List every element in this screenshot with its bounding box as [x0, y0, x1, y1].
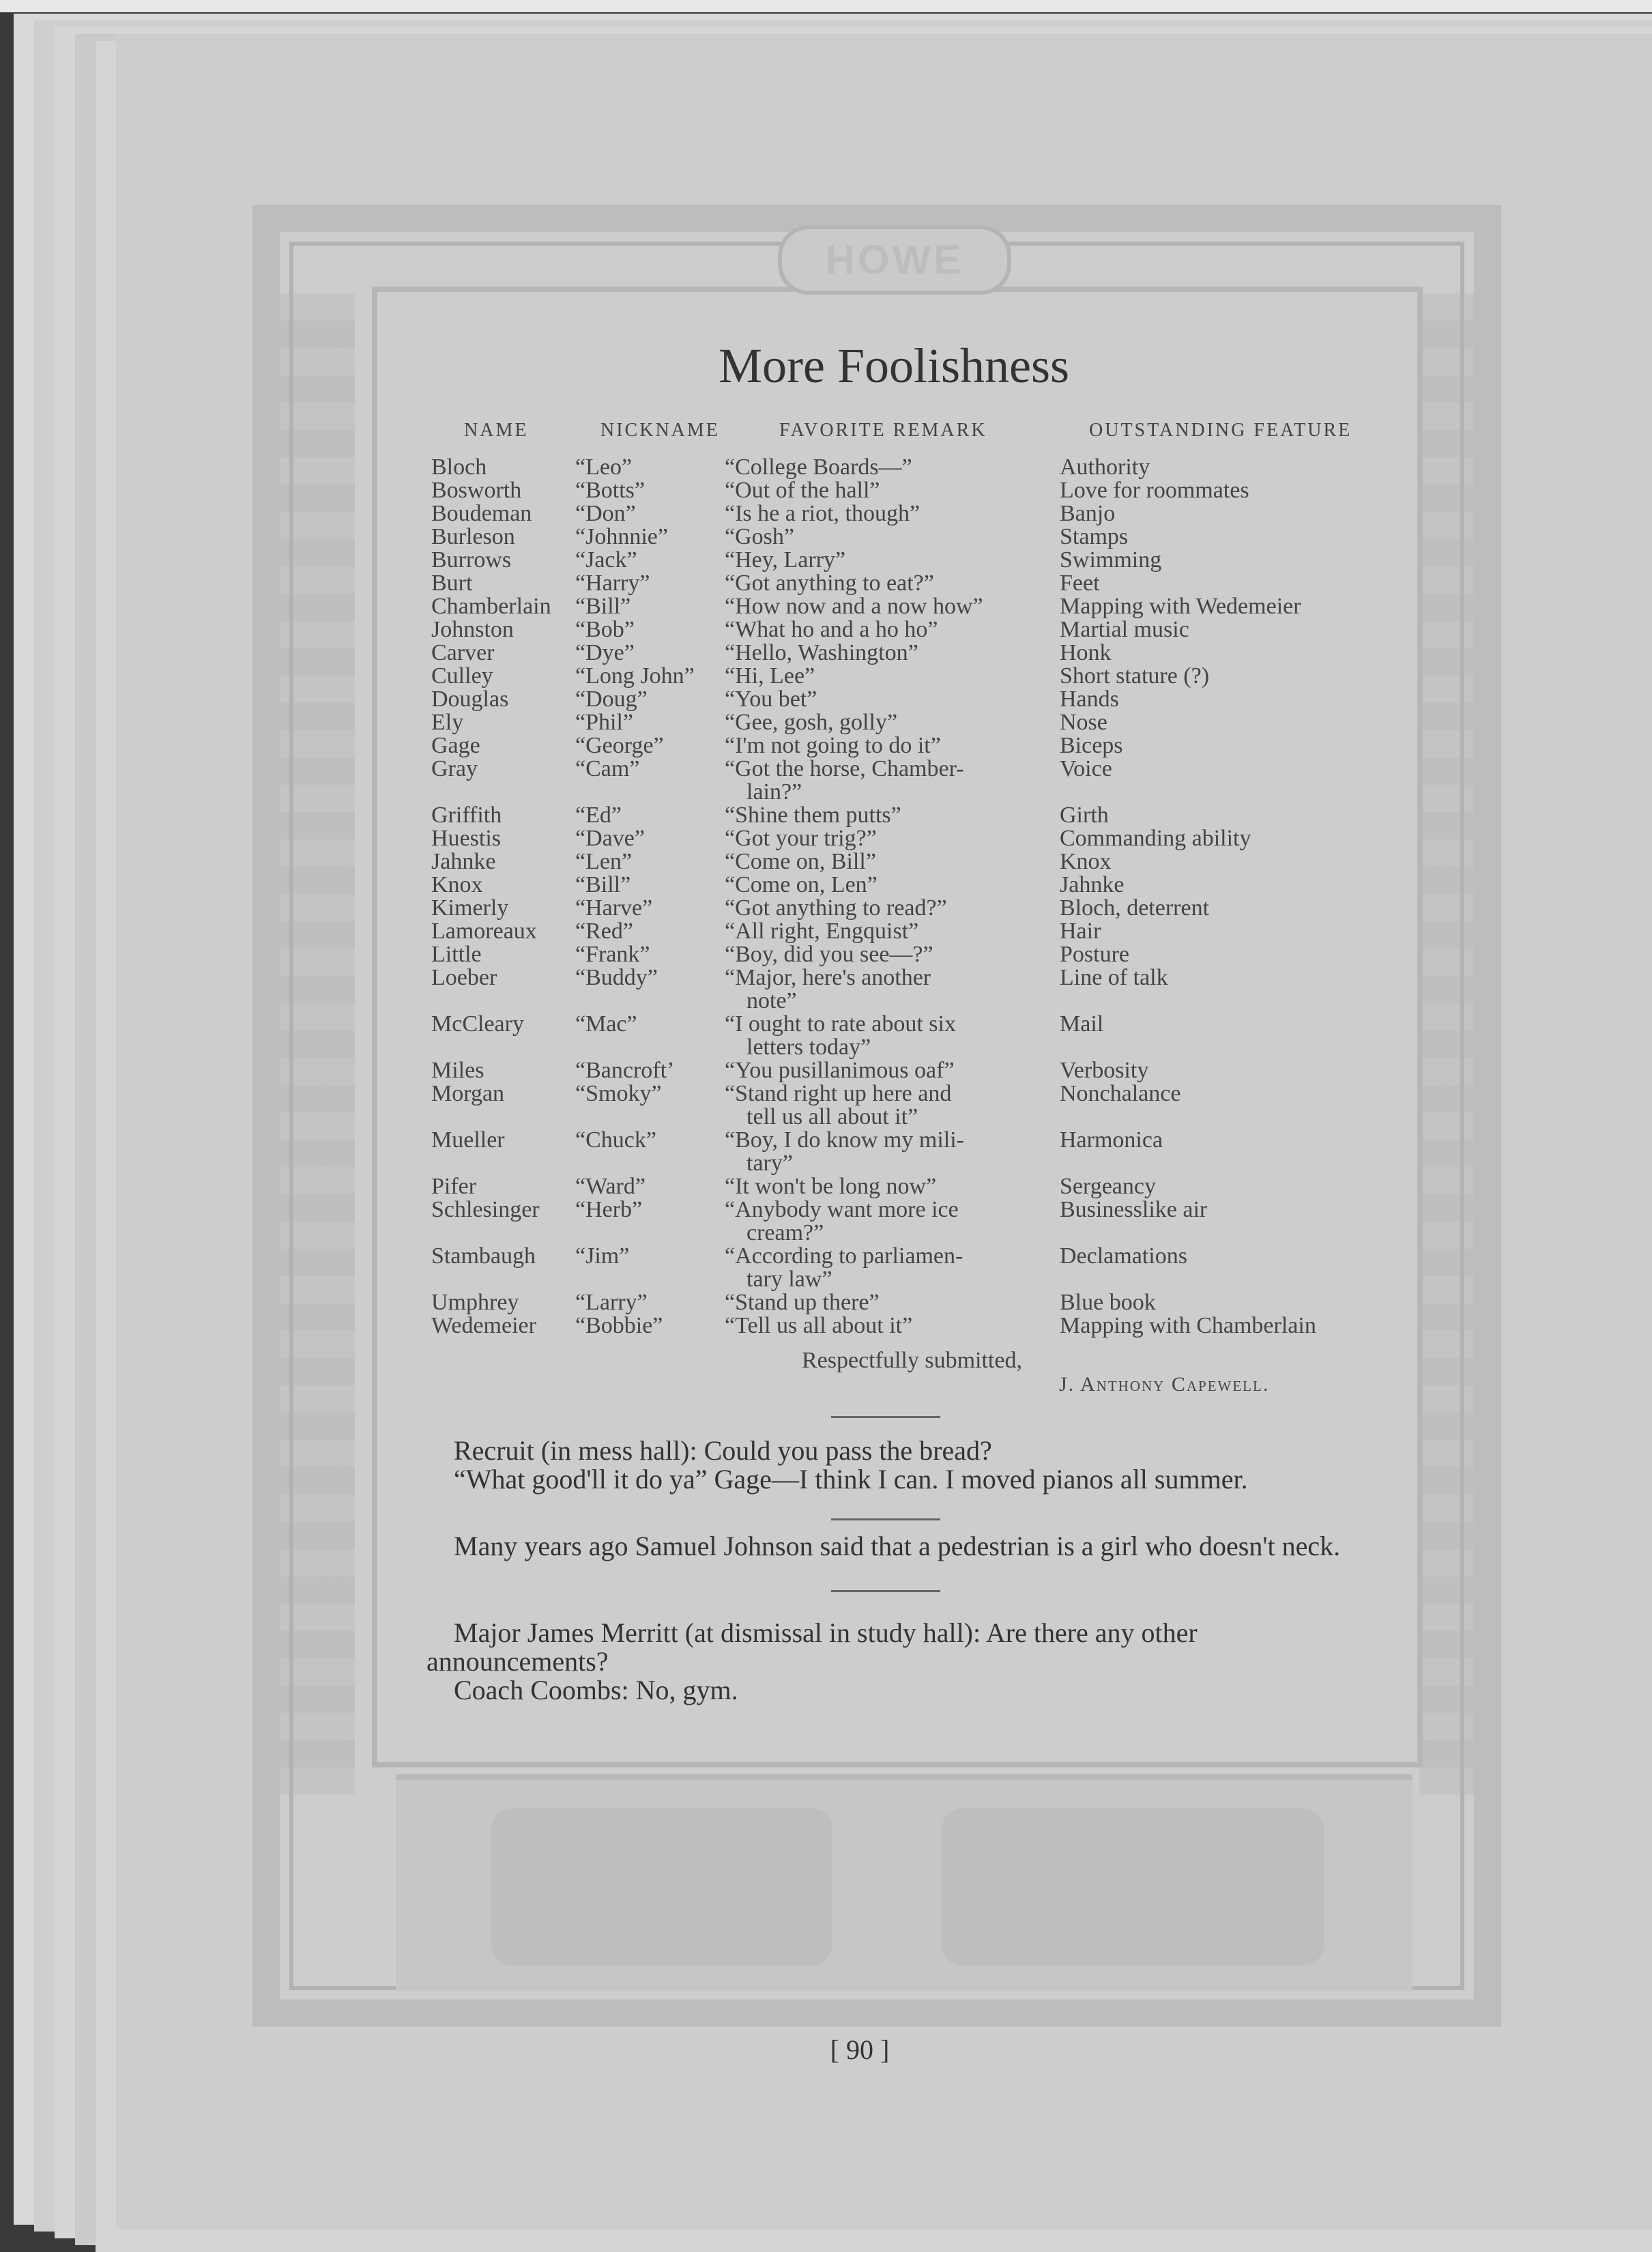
remark-text: “Hey, Larry” — [725, 547, 846, 573]
joke-3 — [426, 1619, 1361, 1705]
signoff: Respectfully submitted, — [802, 1348, 1022, 1373]
cell-name: Bloch — [431, 454, 487, 480]
cell-nickname: “Cam” — [575, 756, 640, 781]
cell-nickname: “Bill” — [575, 594, 631, 619]
cell-nickname: “Dye” — [575, 640, 635, 665]
cell-nickname: “Smoky” — [575, 1081, 662, 1106]
joke-line: Many years ago Samuel Johnson said that a pedestrian is a girl who doesn't neck. — [454, 1531, 1341, 1561]
cell-remark — [725, 1245, 1025, 1291]
cell-remark — [725, 549, 1025, 572]
remark-text: “You pusillanimous oaf” — [725, 1058, 955, 1083]
cell-feature: Mail — [1060, 1011, 1104, 1037]
joke-2 — [426, 1532, 1361, 1561]
cannon-scene-illustration — [491, 1808, 832, 1965]
cell-remark — [725, 711, 1025, 734]
cell-feature: Biceps — [1060, 733, 1123, 758]
cell-nickname: “Bobbie” — [575, 1313, 663, 1338]
cell-name: Boudeman — [431, 501, 532, 526]
remark-text: “Hi, Lee” — [725, 663, 815, 689]
cell-nickname: “Leo” — [575, 454, 633, 480]
cell-nickname: “Larry” — [575, 1290, 648, 1315]
remark-continuation: letters today” — [747, 1035, 871, 1060]
cell-nickname: “Long John” — [575, 663, 695, 689]
remark-continuation: note” — [747, 988, 797, 1013]
cell-name: Bosworth — [431, 478, 522, 503]
cell-nickname: “Phil” — [575, 710, 633, 735]
cell-feature: Mapping with Chamberlain — [1060, 1313, 1316, 1338]
cell-remark — [725, 641, 1025, 665]
cell-nickname: “Buddy” — [575, 965, 658, 990]
cell-remark — [725, 966, 1025, 1013]
column-header-remark: FAVORITE REMARK — [779, 420, 987, 441]
cell-feature: Honk — [1060, 640, 1112, 665]
cell-name: Gray — [431, 756, 478, 781]
cell-remark — [725, 1082, 1025, 1129]
cell-name: Wedemeier — [431, 1313, 536, 1338]
column-header-name: NAME — [464, 420, 529, 441]
cell-feature: Posture — [1060, 942, 1129, 967]
cell-name: Culley — [431, 663, 493, 689]
cell-remark — [725, 1291, 1025, 1314]
remark-text: “Out of the hall” — [725, 478, 880, 503]
cell-nickname: “Botts” — [575, 478, 645, 503]
cell-feature: Line of talk — [1060, 965, 1168, 990]
remark-text: “Stand right up here and — [725, 1081, 952, 1106]
cell-name: Pifer — [431, 1174, 477, 1199]
cell-nickname: “Bob” — [575, 617, 635, 642]
remark-continuation: tary” — [747, 1151, 793, 1176]
cell-nickname: “Chuck” — [575, 1127, 656, 1153]
remark-text: “How now and a now how” — [725, 594, 983, 619]
remark-text: “Is he a riot, though” — [725, 501, 921, 526]
cell-name: Miles — [431, 1058, 484, 1083]
joke-line: “What good'll it do ya” Gage—I think I can. I moved pianos all summer. — [454, 1464, 1248, 1495]
joke-line: Major James Merritt (at dismissal in study hall): Are there any other announcements? — [426, 1617, 1198, 1677]
cell-remark — [725, 734, 1025, 757]
cell-remark — [725, 502, 1025, 525]
cell-feature: Jahnke — [1060, 872, 1125, 897]
page-number: [ 90 ] — [830, 2034, 890, 2065]
cell-remark — [725, 479, 1025, 502]
header-banner: HOWE — [778, 225, 1011, 295]
remark-text: “Got your trig?” — [725, 826, 877, 851]
remark-text: “Anybody want more ice — [725, 1197, 959, 1222]
cell-nickname: “Mac” — [575, 1011, 637, 1037]
remark-continuation: lain?” — [747, 779, 802, 805]
cell-remark — [725, 525, 1025, 549]
cell-remark — [725, 665, 1025, 688]
cell-remark — [725, 897, 1025, 920]
cell-name: Douglas — [431, 687, 509, 712]
cell-feature: Swimming — [1060, 547, 1162, 573]
cell-nickname: “Bancroft’ — [575, 1058, 675, 1083]
cell-feature: Voice — [1060, 756, 1112, 781]
cell-remark — [725, 1198, 1025, 1245]
cell-feature: Nonchalance — [1060, 1081, 1181, 1106]
cell-feature: Commanding ability — [1060, 826, 1251, 851]
remark-text: “Boy, did you see—?” — [725, 942, 933, 967]
joke-line: Coach Coombs: No, gym. — [454, 1675, 738, 1705]
remark-text: “Boy, I do know my mili- — [725, 1127, 964, 1153]
cell-name: Burrows — [431, 547, 512, 573]
remark-text: “Stand up there” — [725, 1290, 880, 1315]
remark-text: “College Boards—” — [725, 454, 912, 480]
remark-text: “Hello, Washington” — [725, 640, 918, 665]
cell-feature: Girth — [1060, 803, 1109, 828]
signer-name: J. Anthony Capewell. — [1059, 1373, 1270, 1396]
remark-text: “All right, Engquist” — [725, 919, 919, 944]
cell-feature: Banjo — [1060, 501, 1116, 526]
remark-text: “You bet” — [725, 687, 817, 712]
cell-feature: Sergeancy — [1060, 1174, 1156, 1199]
cell-feature: Hands — [1060, 687, 1119, 712]
cell-feature: Declamations — [1060, 1243, 1187, 1269]
cell-name: Umphrey — [431, 1290, 519, 1315]
cell-nickname: “Dave” — [575, 826, 645, 851]
cell-remark — [725, 688, 1025, 711]
cell-remark — [725, 1314, 1025, 1338]
cell-name: Griffith — [431, 803, 502, 828]
remark-text: “What ho and a ho ho” — [725, 617, 938, 642]
cell-remark — [725, 804, 1025, 827]
cell-name: Burleson — [431, 524, 515, 549]
divider — [831, 1416, 940, 1418]
remark-text: “Come on, Bill” — [725, 849, 876, 874]
cell-name: Huestis — [431, 826, 501, 851]
cell-feature: Feet — [1060, 571, 1100, 596]
cell-name: Kimerly — [431, 895, 509, 921]
page-title: More Foolishness — [718, 338, 1070, 393]
cell-feature: Mapping with Wedemeier — [1060, 594, 1301, 619]
cell-feature: Love for roommates — [1060, 478, 1249, 503]
cell-remark — [725, 456, 1025, 479]
cell-name: Morgan — [431, 1081, 505, 1106]
cell-feature: Authority — [1060, 454, 1150, 480]
cell-name: Mueller — [431, 1127, 505, 1153]
cell-name: Jahnke — [431, 849, 496, 874]
remark-text: “Gosh” — [725, 524, 794, 549]
cell-nickname: “Herb” — [575, 1197, 643, 1222]
remark-text: “Come on, Len” — [725, 872, 878, 897]
cell-nickname: “Harry” — [575, 571, 650, 596]
cell-name: Knox — [431, 872, 483, 897]
cell-name: Carver — [431, 640, 495, 665]
cell-name: Loeber — [431, 965, 497, 990]
top-edge — [0, 0, 1652, 12]
cell-nickname: “Jim” — [575, 1243, 630, 1269]
remark-continuation: tary law” — [747, 1267, 832, 1292]
cell-remark — [725, 595, 1025, 618]
building-scene-illustration — [942, 1808, 1324, 1965]
cell-nickname: “Bill” — [575, 872, 631, 897]
cell-remark — [725, 757, 1025, 804]
remark-continuation: cream?” — [747, 1220, 824, 1245]
cell-name: Johnston — [431, 617, 514, 642]
cell-feature: Bloch, deterrent — [1060, 895, 1210, 921]
remark-text: “I'm not going to do it” — [725, 733, 941, 758]
joke-1 — [426, 1437, 1361, 1494]
cell-nickname: “Ed” — [575, 803, 622, 828]
cell-feature: Nose — [1060, 710, 1107, 735]
cell-name: Schlesinger — [431, 1197, 540, 1222]
cell-nickname: “Ward” — [575, 1174, 646, 1199]
cell-nickname: “George” — [575, 733, 664, 758]
cell-feature: Martial music — [1060, 617, 1189, 642]
cell-feature: Hair — [1060, 919, 1101, 944]
cell-remark — [725, 827, 1025, 850]
remark-text: “Got the horse, Chamber- — [725, 756, 964, 781]
remark-text: “Tell us all about it” — [725, 1313, 913, 1338]
cell-nickname: “Len” — [575, 849, 633, 874]
cell-name: Chamberlain — [431, 594, 551, 619]
cell-nickname: “Johnnie” — [575, 524, 668, 549]
remark-text: “Shine them putts” — [725, 803, 901, 828]
cell-name: Burt — [431, 571, 473, 596]
cell-remark — [725, 572, 1025, 595]
remark-text: “It won't be long now” — [725, 1174, 937, 1199]
remark-text: “Got anything to eat?” — [725, 571, 934, 596]
cell-nickname: “Don” — [575, 501, 636, 526]
cell-remark — [725, 1129, 1025, 1175]
cell-nickname: “Harve” — [575, 895, 653, 921]
cell-nickname: “Red” — [575, 919, 633, 944]
cell-feature: Harmonica — [1060, 1127, 1163, 1153]
remark-text: “Major, here's another — [725, 965, 931, 990]
divider — [831, 1590, 940, 1592]
remark-text: “I ought to rate about six — [725, 1011, 956, 1037]
cell-remark — [725, 920, 1025, 943]
cell-feature: Short stature (?) — [1060, 663, 1210, 689]
cell-feature: Stamps — [1060, 524, 1129, 549]
remark-text: “Gee, gosh, golly” — [725, 710, 898, 735]
cell-remark — [725, 1013, 1025, 1059]
remark-text: “According to parliamen- — [725, 1243, 963, 1269]
cell-nickname: “Frank” — [575, 942, 650, 967]
cell-feature: Verbosity — [1060, 1058, 1149, 1083]
cell-remark — [725, 850, 1025, 874]
divider — [831, 1518, 940, 1520]
cell-remark — [725, 1059, 1025, 1082]
cell-feature: Knox — [1060, 849, 1112, 874]
cell-nickname: “Jack” — [575, 547, 637, 573]
cell-feature: Blue book — [1060, 1290, 1156, 1315]
column-header-nickname: NICKNAME — [600, 420, 720, 441]
cell-nickname: “Doug” — [575, 687, 648, 712]
cell-name: Ely — [431, 710, 464, 735]
remark-continuation: tell us all about it” — [747, 1104, 918, 1129]
cell-name: Stambaugh — [431, 1243, 536, 1269]
cell-feature: Businesslike air — [1060, 1197, 1208, 1222]
remark-text: “Got anything to read?” — [725, 895, 947, 921]
cell-remark — [725, 874, 1025, 897]
column-header-feature: OUTSTANDING FEATURE — [1089, 420, 1352, 441]
cell-remark — [725, 1175, 1025, 1198]
cell-remark — [725, 618, 1025, 641]
cell-name: McCleary — [431, 1011, 524, 1037]
cell-name: Little — [431, 942, 482, 967]
joke-line: Recruit (in mess hall): Could you pass the bread? — [454, 1435, 992, 1466]
cell-name: Gage — [431, 733, 480, 758]
cell-remark — [725, 943, 1025, 966]
cell-name: Lamoreaux — [431, 919, 537, 944]
